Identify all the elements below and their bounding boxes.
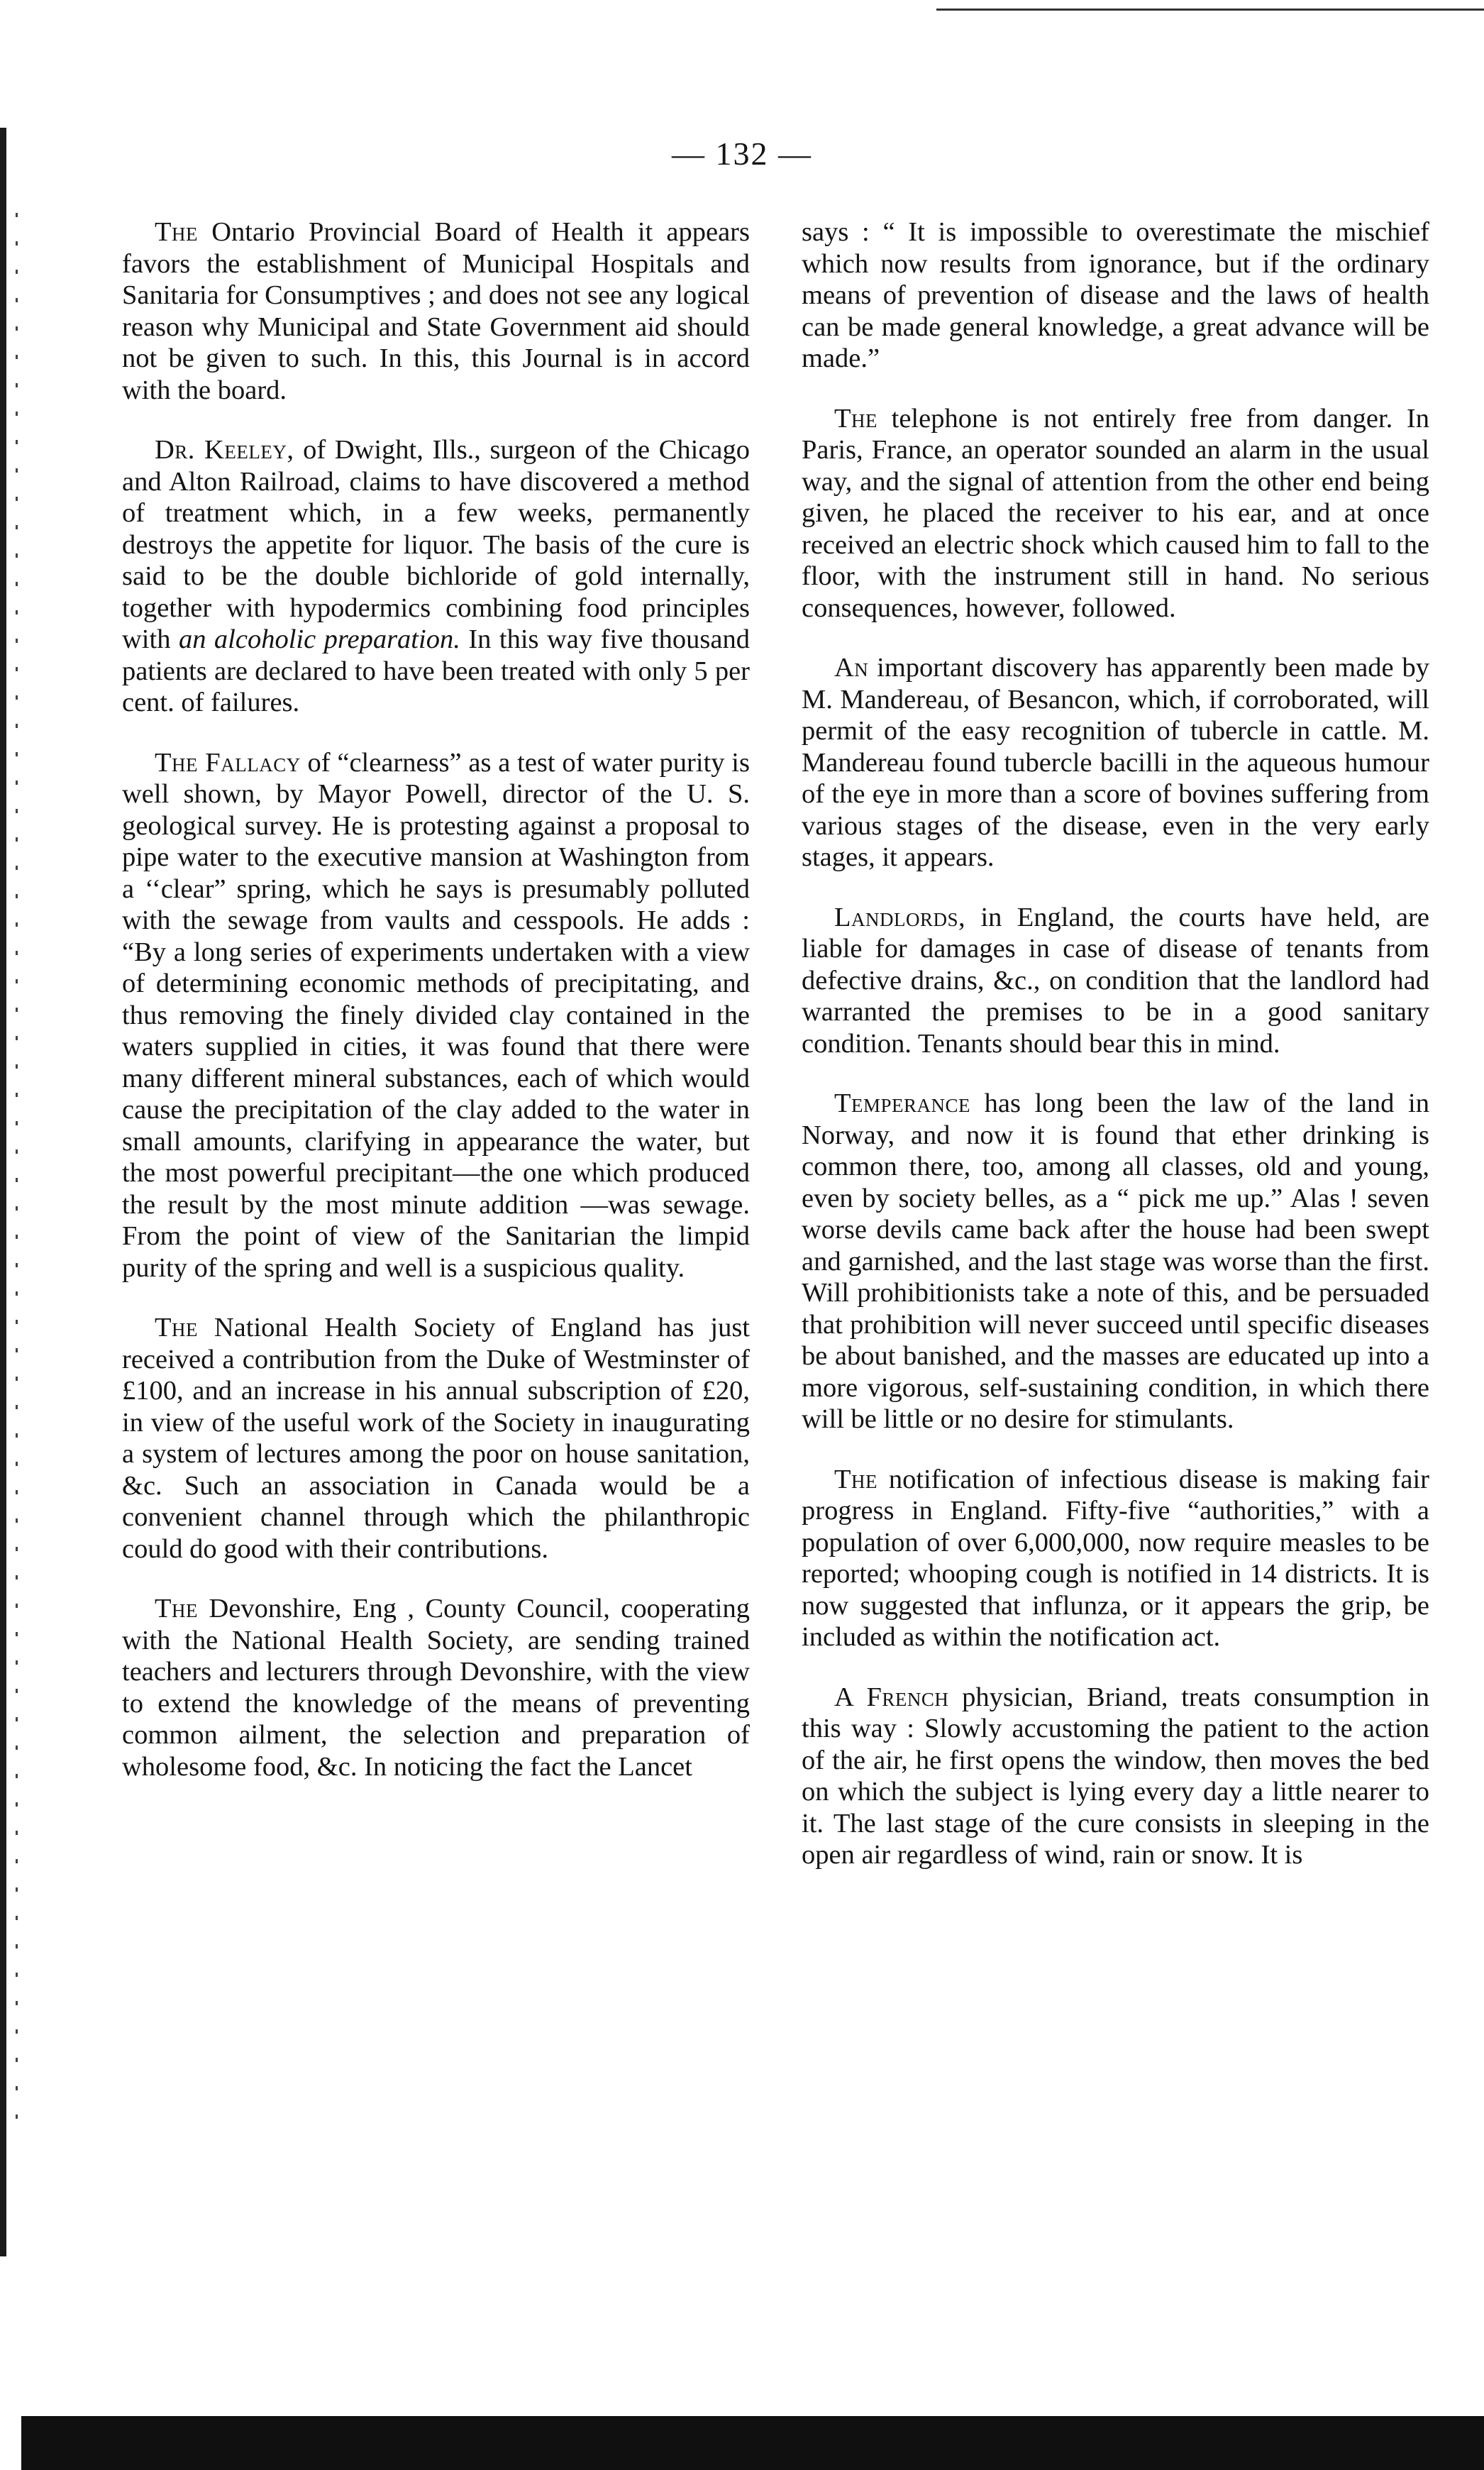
page-number: — 132 —	[672, 136, 812, 172]
paragraph-text-tail: In this way five thousand patients are declared to have been treated with only 5 per cent. of failures.	[122, 624, 750, 717]
lead-word: The	[834, 1464, 878, 1494]
right-column	[802, 216, 1429, 1900]
paragraph-national-health-society	[122, 1312, 750, 1565]
lead-word: The	[155, 217, 199, 247]
paragraph-devonshire-council	[122, 1593, 750, 1782]
paragraph-text: physician, Briand, treats consumption in this way : Slowly accustoming the patient to the action of the air, he first opens the window, then moves the bed on which the subject is lying every day a little nearer to it. The last stage of the cure consists in sleeping in the open air regardless of wind, rain or snow. It is	[802, 1682, 1429, 1870]
lead-word: The Fallacy	[155, 747, 301, 778]
paragraph-text: telephone is not entirely free from danger. In Paris, France, an operator sounded an alarm in the usual way, and the signal of attention from the other end being given, he placed the receiver to his ear, and at once received an electric shock which caused him to fall to the floor, with the instrument still in hand. No serious consequences, however, followed.	[802, 403, 1429, 623]
paragraph-lancet-quote	[802, 216, 1429, 375]
paragraph-text: notification of infectious disease is making fair progress in England. Fifty-five “authorities,” with a population of over 6,000,000, now require measles to be reported; whooping cough is notified in 14 districts. It is now suggested that influnza, or it appears the grip, be included as within the notification act.	[802, 1464, 1429, 1652]
page-edge-marks	[16, 213, 18, 2129]
lead-word: An	[834, 653, 869, 683]
lead-word: The	[834, 403, 878, 434]
paragraph-infectious-notification	[802, 1464, 1429, 1653]
paragraph-text: says : “ It is impossible to overestimate the mischief which now results from ignorance, but if the ordinary means of prevention of disease and the laws of health can be made general knowledge, a great advance will be made.”	[802, 217, 1429, 373]
paragraph-text: Ontario Provincial Board of Health it appears favors the establishment of Municipal Hospitals and Sanitaria for Consumptives ; and does not see any logical reason why Municipal and State Government aid should not be given to such. In this, this Journal is in accord with the board.	[122, 217, 750, 405]
lead-word: Dr. Keeley,	[155, 435, 294, 465]
paragraph-text: National Health Society of England has just received a contribution from the Duke of Westminster of £100, and an increase in his annual subscription of £20, in view of the useful work of the Society in inaugurating a system of lectures among the poor on house sanitation, &c. Such an association in Canada would be a convenient channel through which the philanthropic could do good with their contributions.	[122, 1313, 750, 1564]
page-bottom-scan-bar	[21, 2416, 1484, 2470]
paragraph-landlords	[802, 902, 1429, 1060]
paragraph-ontario-board	[122, 216, 750, 406]
top-edge-rule	[936, 9, 1484, 11]
page-binding-edge	[0, 128, 6, 2256]
left-column	[122, 216, 750, 1811]
lead-word: The	[155, 1594, 199, 1623]
paragraph-telephone-danger	[802, 403, 1429, 624]
paragraph-text: has long been the law of the land in Norway, and now it is found that ether drinking is common there, too, among all classes, old and young, even by society belles, as a “ pick me up.” Alas ! seven worse devils came back after the house had been swept and garnished, and the last stage was worse than the first. Will prohibitionists take a note of this, and be persuaded that prohibition will never succeed until specific diseases be about banished, and the masses are educated up into a more vigorous, self-sustaining condition, in which there will be little or no desire for stimulants.	[802, 1088, 1429, 1434]
paragraph-fallacy-clearness	[122, 747, 750, 1284]
paragraph-keeley-cure	[122, 434, 750, 719]
lead-word: The	[155, 1313, 199, 1342]
paragraph-text: in England, the courts have held, are liable for damages in case of disease of tenants from defective drains, &c., on condition that the landlord had warranted the premises to be in a good sanitary condition. Tenants should bear this in mind.	[802, 902, 1429, 1059]
paragraph-mandereau-discovery	[802, 652, 1429, 873]
lead-word: A French	[834, 1682, 949, 1712]
paragraph-text: important discovery has apparently been made by M. Mandereau, of Besancon, which, if corroborated, will permit of the easy recognition of tubercle in cattle. M. Mandereau found tubercle bacilli in the aqueous humour of the eye in more than a score of bovines suffering from various stages of the disease, even in the very early stages, it appears.	[802, 653, 1429, 872]
lead-word: Landlords,	[834, 902, 966, 932]
paragraph-text: of “clearness” as a test of water purity is well shown, by Mayor Powell, director of the U. S. geological survey. He is protesting against a proposal to pipe water to the executive mansion at Washington from a ‘‘clear” spring, which he says is presumably polluted with the sewage from vaults and cesspools. He adds : “By a long series of experiments undertaken with a view of determining economic methods of precipitating, and thus removing the finely divided clay contained in the waters supplied in cities, it was found that there were many different mineral substances, each of which would cause the precipitation of the clay added to the water in small amounts, clarifying in appearance the water, but the most powerful precipitant—the one which produced the result by the most minute addition —was sewage. From the point of view of the Sanitarian the limpid purity of the spring and well is a suspicious quality.	[122, 747, 750, 1283]
italic-phrase: an alcoholic preparation.	[178, 624, 460, 654]
paragraph-temperance-norway	[802, 1088, 1429, 1435]
paragraph-text: Devonshire, Eng , County Council, cooperating with the National Health Society, are sending trained teachers and lecturers through Devonshire, with the view to extend the knowledge of the means of preventing common ailment, the selection and preparation of wholesome food, &c. In noticing the fact the Lancet	[122, 1594, 750, 1782]
paragraph-text: of Dwight, Ills., surgeon of the Chicago and Alton Railroad, claims to have discovered a method of treatment which, in a few weeks, permanently destroys the appetite for liquor. The basis of the cure is said to be the double bichloride of gold internally, together with hypodermics combining food principles with	[122, 435, 750, 654]
paragraph-french-physician	[802, 1682, 1429, 1871]
lead-word: Temperance	[834, 1088, 971, 1118]
